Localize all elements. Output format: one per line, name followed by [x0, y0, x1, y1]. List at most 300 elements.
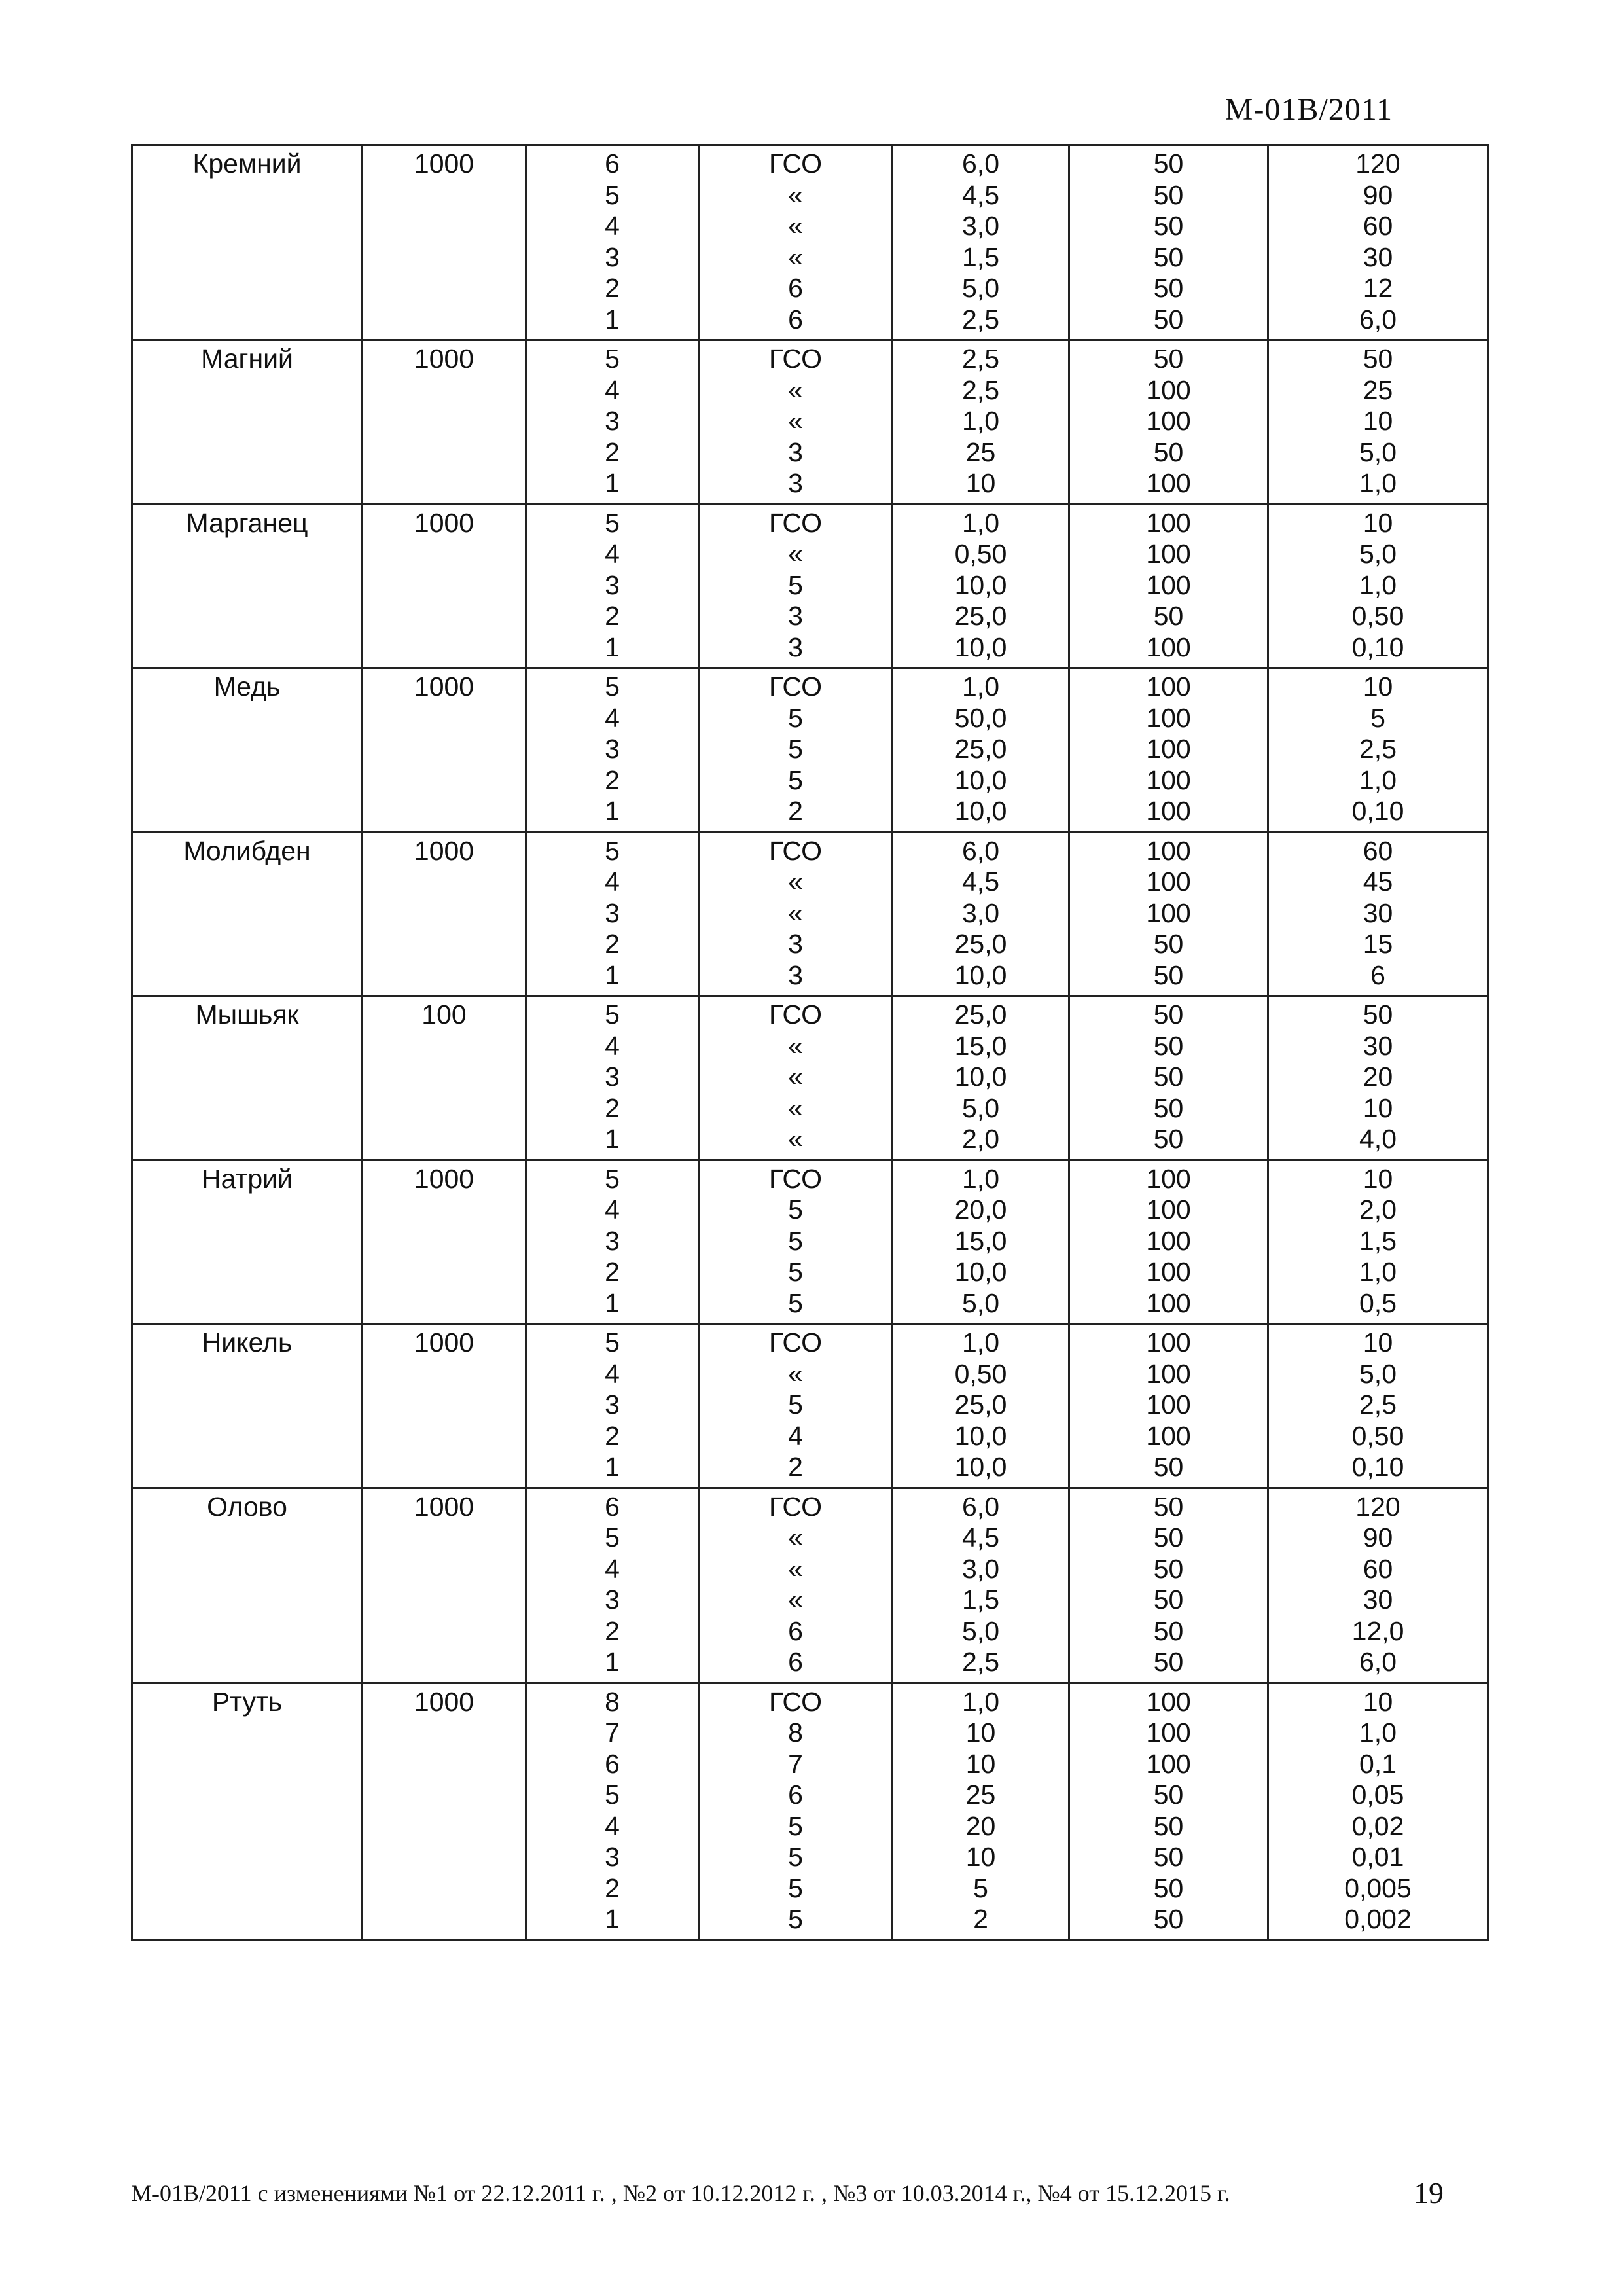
cell-value: 10 — [965, 468, 996, 498]
element-name: Медь — [213, 672, 281, 702]
cell-value: « — [788, 1358, 803, 1389]
aliquot-volume-cell — [893, 832, 1069, 996]
cell-value: 4 — [605, 211, 620, 241]
cell-value: 1,0 — [1359, 1717, 1397, 1748]
flask-volume-cell — [1069, 1324, 1268, 1488]
cell-value: « — [788, 1522, 803, 1552]
cell-value: 5 — [788, 1810, 803, 1841]
cell-value: 2 — [605, 1615, 620, 1646]
element-group-row — [132, 1683, 1488, 1940]
cell-value: 5 — [1370, 702, 1385, 733]
cell-value: 6 — [788, 1780, 803, 1810]
cell-value: 2,5 — [962, 344, 999, 374]
cell-value: 2 — [605, 764, 620, 795]
cell-value: 8 — [788, 1717, 803, 1748]
element-name-cell — [132, 1683, 363, 1940]
cell-value: 25,0 — [954, 929, 1007, 959]
cell-value: 2 — [788, 796, 803, 826]
base-solution-cell — [699, 504, 893, 668]
cell-value: « — [788, 1030, 803, 1061]
base-solution-cell — [699, 1683, 893, 1940]
cell-value: 4 — [605, 374, 620, 405]
cell-value: 2 — [605, 1420, 620, 1451]
cell-value: 4 — [605, 1810, 620, 1841]
cell-value: 3 — [605, 734, 620, 764]
cell-value: « — [788, 539, 803, 569]
cell-value: 0,10 — [1351, 632, 1404, 662]
cell-value: 5 — [788, 764, 803, 795]
cell-value: « — [788, 867, 803, 897]
cell-value: 50 — [1153, 1553, 1184, 1584]
cell-value: 10 — [1363, 1327, 1393, 1357]
stock-conc: 1000 — [414, 1686, 474, 1717]
cell-value: 100 — [1146, 1287, 1191, 1318]
cell-value: 2 — [605, 273, 620, 303]
cell-value: 3 — [788, 468, 803, 498]
stock-conc-cell — [363, 145, 526, 340]
flask-volume-cell — [1069, 1488, 1268, 1683]
cell-value: 3 — [788, 960, 803, 990]
aliquot-volume-cell — [893, 1683, 1069, 1940]
cell-value: 100 — [1146, 1194, 1191, 1225]
cell-value: 100 — [1146, 734, 1191, 764]
cell-value: 4 — [605, 539, 620, 569]
cell-value: 15,0 — [954, 1030, 1007, 1061]
cell-value: 5 — [788, 569, 803, 600]
cell-value: 2,5 — [962, 374, 999, 405]
cell-value: « — [788, 406, 803, 436]
cell-value: « — [788, 242, 803, 272]
cell-value: 10 — [1363, 1686, 1393, 1717]
cell-value: 6 — [605, 149, 620, 179]
stock-conc: 1000 — [414, 1163, 474, 1194]
cell-value: 100 — [1146, 1420, 1191, 1451]
cell-value: 4 — [605, 867, 620, 897]
cell-value: 1,0 — [962, 1686, 999, 1717]
cell-value: « — [788, 1092, 803, 1123]
stock-conc: 1000 — [414, 835, 474, 866]
cell-value: 10 — [1363, 1163, 1393, 1194]
cell-value: 5,0 — [1359, 539, 1397, 569]
cell-value: 8 — [605, 1686, 620, 1717]
cell-value: 10 — [965, 1748, 996, 1779]
cell-value: « — [788, 1585, 803, 1615]
aliquot-volume-cell — [893, 145, 1069, 340]
aliquot-volume-cell — [893, 996, 1069, 1160]
cell-value: 25,0 — [954, 999, 1007, 1030]
cell-value: 100 — [1146, 1225, 1191, 1256]
cell-value: 1 — [605, 960, 620, 990]
cell-value: 5 — [605, 1163, 620, 1194]
element-name: Кремний — [192, 149, 302, 179]
cell-value: ГСО — [769, 1327, 822, 1357]
stock-conc-cell — [363, 1683, 526, 1940]
cell-value: 120 — [1355, 1491, 1400, 1522]
cell-value: 6 — [788, 1647, 803, 1677]
cell-value: 10,0 — [954, 1420, 1007, 1451]
cell-value: 6,0 — [1359, 304, 1397, 334]
cell-value: 50 — [1153, 1615, 1184, 1646]
cell-value: 1,0 — [1359, 764, 1397, 795]
cell-value: 4 — [605, 1358, 620, 1389]
cell-value: 5 — [605, 179, 620, 210]
cell-value: 1,0 — [1359, 569, 1397, 600]
result-conc-cell — [1268, 668, 1488, 833]
cell-value: 2 — [788, 1452, 803, 1482]
stock-conc-cell — [363, 1160, 526, 1324]
element-name-cell — [132, 145, 363, 340]
cell-value: 50 — [1153, 211, 1184, 241]
cell-value: 5 — [605, 344, 620, 374]
cell-value: 100 — [1146, 835, 1191, 866]
flask-volume-cell — [1069, 145, 1268, 340]
cell-value: 50 — [1153, 1842, 1184, 1872]
cell-value: 3 — [788, 437, 803, 467]
cell-value: 100 — [1146, 897, 1191, 928]
cell-value: 3 — [605, 1585, 620, 1615]
cell-value: 50 — [1153, 1062, 1184, 1092]
cell-value: 50 — [1153, 1030, 1184, 1061]
cell-value: 6,0 — [962, 1491, 999, 1522]
stock-conc: 1000 — [414, 1491, 474, 1522]
cell-value: 50 — [1153, 1124, 1184, 1154]
cell-value: 50 — [1153, 1873, 1184, 1903]
cell-value: 3 — [605, 1062, 620, 1092]
cell-value: 2,0 — [1359, 1194, 1397, 1225]
cell-value: 0,002 — [1344, 1904, 1412, 1934]
element-name: Натрий — [202, 1163, 293, 1194]
cell-value: 0,50 — [954, 539, 1007, 569]
stock-conc-cell — [363, 996, 526, 1160]
cell-value: 0,02 — [1351, 1810, 1404, 1841]
cell-value: 5 — [788, 1842, 803, 1872]
cell-value: 2,5 — [1359, 734, 1397, 764]
cell-value: 6 — [788, 273, 803, 303]
cell-value: 4,0 — [1359, 1124, 1397, 1154]
cell-value: 20 — [965, 1810, 996, 1841]
cell-value: 1,0 — [962, 672, 999, 702]
cell-value: 50 — [1153, 960, 1184, 990]
page-number: 19 — [1414, 2176, 1444, 2210]
cell-value: 50 — [1153, 1904, 1184, 1934]
cell-value: 60 — [1363, 211, 1393, 241]
cell-value: 10 — [965, 1717, 996, 1748]
footer-revisions: М-01В/2011 с изменениями №1 от 22.12.2011 г. , №2 от 10.12.2012 г. , №3 от 10.03.2014 г., №4 от 15.12.2015 г. — [131, 2180, 1230, 2206]
stock-conc: 100 — [421, 999, 467, 1030]
base-solution-cell — [699, 996, 893, 1160]
element-group-row — [132, 340, 1488, 505]
cell-value: 4,5 — [962, 867, 999, 897]
result-conc-cell — [1268, 996, 1488, 1160]
cell-value: 5,0 — [962, 1287, 999, 1318]
cell-value: 0,05 — [1351, 1780, 1404, 1810]
cell-value: 5 — [605, 1522, 620, 1552]
cell-value: 10 — [1363, 507, 1393, 538]
result-conc-cell — [1268, 832, 1488, 996]
cell-value: ГСО — [769, 1491, 822, 1522]
stock-conc: 1000 — [414, 507, 474, 538]
solution-number-cell — [526, 145, 699, 340]
cell-value: 50 — [1363, 344, 1393, 374]
cell-value: 100 — [1146, 702, 1191, 733]
cell-value: « — [788, 1124, 803, 1154]
cell-value: 100 — [1146, 796, 1191, 826]
result-conc-cell — [1268, 504, 1488, 668]
cell-value: 2 — [605, 437, 620, 467]
cell-value: ГСО — [769, 672, 822, 702]
flask-volume-cell — [1069, 1160, 1268, 1324]
cell-value: 1,0 — [962, 1163, 999, 1194]
cell-value: 30 — [1363, 1585, 1393, 1615]
aliquot-volume-cell — [893, 668, 1069, 833]
cell-value: 100 — [1146, 406, 1191, 436]
cell-value: 50 — [1153, 1452, 1184, 1482]
cell-value: 1 — [605, 468, 620, 498]
element-group-row — [132, 996, 1488, 1160]
cell-value: 12 — [1363, 273, 1393, 303]
cell-value: 5,0 — [962, 273, 999, 303]
cell-value: 0,005 — [1344, 1873, 1412, 1903]
cell-value: 1,0 — [1359, 468, 1397, 498]
flask-volume-cell — [1069, 504, 1268, 668]
cell-value: 1 — [605, 1452, 620, 1482]
flask-volume-cell — [1069, 832, 1268, 996]
solution-number-cell — [526, 1160, 699, 1324]
cell-value: « — [788, 179, 803, 210]
cell-value: 50 — [1153, 1647, 1184, 1677]
cell-value: 6 — [605, 1748, 620, 1779]
cell-value: 10,0 — [954, 796, 1007, 826]
cell-value: 2 — [973, 1904, 988, 1934]
cell-value: 50 — [1153, 1810, 1184, 1841]
cell-value: 100 — [1146, 569, 1191, 600]
cell-value: 50 — [1153, 1780, 1184, 1810]
cell-value: 4 — [788, 1420, 803, 1451]
cell-value: 15,0 — [954, 1225, 1007, 1256]
cell-value: 10 — [965, 1842, 996, 1872]
element-name-cell — [132, 1324, 363, 1488]
cell-value: 5,0 — [962, 1092, 999, 1123]
cell-value: 5 — [605, 1780, 620, 1810]
cell-value: 100 — [1146, 1327, 1191, 1357]
cell-value: 100 — [1146, 507, 1191, 538]
aliquot-volume-cell — [893, 1324, 1069, 1488]
cell-value: 1 — [605, 1287, 620, 1318]
cell-value: 1 — [605, 796, 620, 826]
solutions-table — [131, 144, 1489, 1941]
cell-value: 5 — [788, 702, 803, 733]
stock-conc-cell — [363, 340, 526, 505]
element-group-row — [132, 1160, 1488, 1324]
cell-value: 0,10 — [1351, 796, 1404, 826]
cell-value: 3 — [605, 406, 620, 436]
cell-value: 0,1 — [1359, 1748, 1397, 1779]
cell-value: 4 — [605, 1553, 620, 1584]
cell-value: 30 — [1363, 897, 1393, 928]
cell-value: 5,0 — [1359, 437, 1397, 467]
cell-value: 100 — [1146, 1748, 1191, 1779]
cell-value: 5 — [605, 672, 620, 702]
cell-value: 5 — [605, 835, 620, 866]
cell-value: 10,0 — [954, 1452, 1007, 1482]
cell-value: « — [788, 211, 803, 241]
stock-conc: 1000 — [414, 344, 474, 374]
cell-value: 2,5 — [962, 1647, 999, 1677]
cell-value: 5,0 — [1359, 1358, 1397, 1389]
cell-value: 5 — [788, 1225, 803, 1256]
element-name-cell — [132, 504, 363, 668]
cell-value: 100 — [1146, 539, 1191, 569]
cell-value: 90 — [1363, 1522, 1393, 1552]
cell-value: 3 — [788, 929, 803, 959]
cell-value: 100 — [1146, 1717, 1191, 1748]
cell-value: 3 — [605, 897, 620, 928]
cell-value: 100 — [1146, 1163, 1191, 1194]
element-group-row — [132, 1488, 1488, 1683]
solution-number-cell — [526, 832, 699, 996]
stock-conc-cell — [363, 1324, 526, 1488]
cell-value: 1,0 — [1359, 1257, 1397, 1287]
cell-value: ГСО — [769, 507, 822, 538]
cell-value: 3 — [788, 601, 803, 631]
cell-value: 0,50 — [1351, 1420, 1404, 1451]
cell-value: 2 — [605, 1873, 620, 1903]
cell-value: 0,5 — [1359, 1287, 1397, 1318]
cell-value: 0,10 — [1351, 1452, 1404, 1482]
cell-value: 20,0 — [954, 1194, 1007, 1225]
cell-value: 3 — [605, 1390, 620, 1420]
cell-value: 30 — [1363, 242, 1393, 272]
cell-value: 2,5 — [962, 304, 999, 334]
cell-value: 100 — [1146, 867, 1191, 897]
element-name-cell — [132, 668, 363, 833]
cell-value: 50 — [1153, 1522, 1184, 1552]
element-group-row — [132, 145, 1488, 340]
cell-value: 60 — [1363, 835, 1393, 866]
cell-value: 0,50 — [1351, 601, 1404, 631]
base-solution-cell — [699, 1160, 893, 1324]
cell-value: ГСО — [769, 1163, 822, 1194]
result-conc-cell — [1268, 340, 1488, 505]
cell-value: 5,0 — [962, 1615, 999, 1646]
cell-value: 5 — [788, 1873, 803, 1903]
element-name-cell — [132, 996, 363, 1160]
cell-value: 6 — [788, 1615, 803, 1646]
element-name: Молибден — [183, 835, 311, 866]
cell-value: 2 — [605, 1257, 620, 1287]
solution-number-cell — [526, 996, 699, 1160]
cell-value: 5 — [788, 1257, 803, 1287]
cell-value: 120 — [1355, 149, 1400, 179]
cell-value: 50 — [1153, 929, 1184, 959]
cell-value: 10,0 — [954, 764, 1007, 795]
cell-value: 1,0 — [962, 507, 999, 538]
base-solution-cell — [699, 145, 893, 340]
cell-value: 1,5 — [1359, 1225, 1397, 1256]
flask-volume-cell — [1069, 668, 1268, 833]
cell-value: 7 — [788, 1748, 803, 1779]
stock-conc: 1000 — [414, 149, 474, 179]
cell-value: 2,5 — [1359, 1390, 1397, 1420]
cell-value: 6,0 — [962, 835, 999, 866]
cell-value: 10,0 — [954, 569, 1007, 600]
cell-value: 10,0 — [954, 1257, 1007, 1287]
cell-value: 10,0 — [954, 632, 1007, 662]
cell-value: 100 — [1146, 672, 1191, 702]
cell-value: 5 — [788, 734, 803, 764]
cell-value: « — [788, 374, 803, 405]
stock-conc-cell — [363, 504, 526, 668]
cell-value: 5 — [605, 507, 620, 538]
cell-value: 1 — [605, 1124, 620, 1154]
cell-value: ГСО — [769, 149, 822, 179]
cell-value: 50 — [1153, 344, 1184, 374]
cell-value: 2 — [605, 929, 620, 959]
cell-value: 25,0 — [954, 601, 1007, 631]
stock-conc-cell — [363, 832, 526, 996]
cell-value: 50 — [1153, 304, 1184, 334]
cell-value: 0,50 — [954, 1358, 1007, 1389]
element-group-row — [132, 668, 1488, 833]
cell-value: « — [788, 897, 803, 928]
cell-value: 50 — [1153, 242, 1184, 272]
cell-value: 100 — [1146, 1358, 1191, 1389]
cell-value: 3,0 — [962, 1553, 999, 1584]
cell-value: 3 — [605, 1842, 620, 1872]
cell-value: 10 — [1363, 672, 1393, 702]
cell-value: 50 — [1153, 601, 1184, 631]
cell-value: 5 — [788, 1390, 803, 1420]
aliquot-volume-cell — [893, 340, 1069, 505]
cell-value: 5 — [605, 999, 620, 1030]
cell-value: 25,0 — [954, 734, 1007, 764]
cell-value: 3 — [788, 632, 803, 662]
cell-value: 6 — [1370, 960, 1385, 990]
cell-value: 45 — [1363, 867, 1393, 897]
cell-value: 1,0 — [962, 406, 999, 436]
cell-value: 1 — [605, 1904, 620, 1934]
solution-number-cell — [526, 504, 699, 668]
cell-value: 50 — [1363, 999, 1393, 1030]
cell-value: 100 — [1146, 1686, 1191, 1717]
cell-value: 4 — [605, 702, 620, 733]
element-group-row — [132, 504, 1488, 668]
cell-value: 100 — [1146, 374, 1191, 405]
cell-value: 25 — [1363, 374, 1393, 405]
cell-value: 50 — [1153, 999, 1184, 1030]
cell-value: 50 — [1153, 149, 1184, 179]
cell-value: 100 — [1146, 1257, 1191, 1287]
cell-value: 1 — [605, 304, 620, 334]
cell-value: ГСО — [769, 1686, 822, 1717]
cell-value: 4,5 — [962, 179, 999, 210]
flask-volume-cell — [1069, 1683, 1268, 1940]
element-name: Марганец — [186, 507, 308, 538]
cell-value: 100 — [1146, 632, 1191, 662]
cell-value: 7 — [605, 1717, 620, 1748]
cell-value: 60 — [1363, 1553, 1393, 1584]
cell-value: 4,5 — [962, 1522, 999, 1552]
cell-value: 6,0 — [962, 149, 999, 179]
cell-value: 6 — [788, 304, 803, 334]
cell-value: 2 — [605, 601, 620, 631]
cell-value: 4 — [605, 1030, 620, 1061]
cell-value: 5 — [788, 1287, 803, 1318]
cell-value: 1 — [605, 632, 620, 662]
flask-volume-cell — [1069, 340, 1268, 505]
element-name: Мышьяк — [195, 999, 299, 1030]
cell-value: 50 — [1153, 1491, 1184, 1522]
